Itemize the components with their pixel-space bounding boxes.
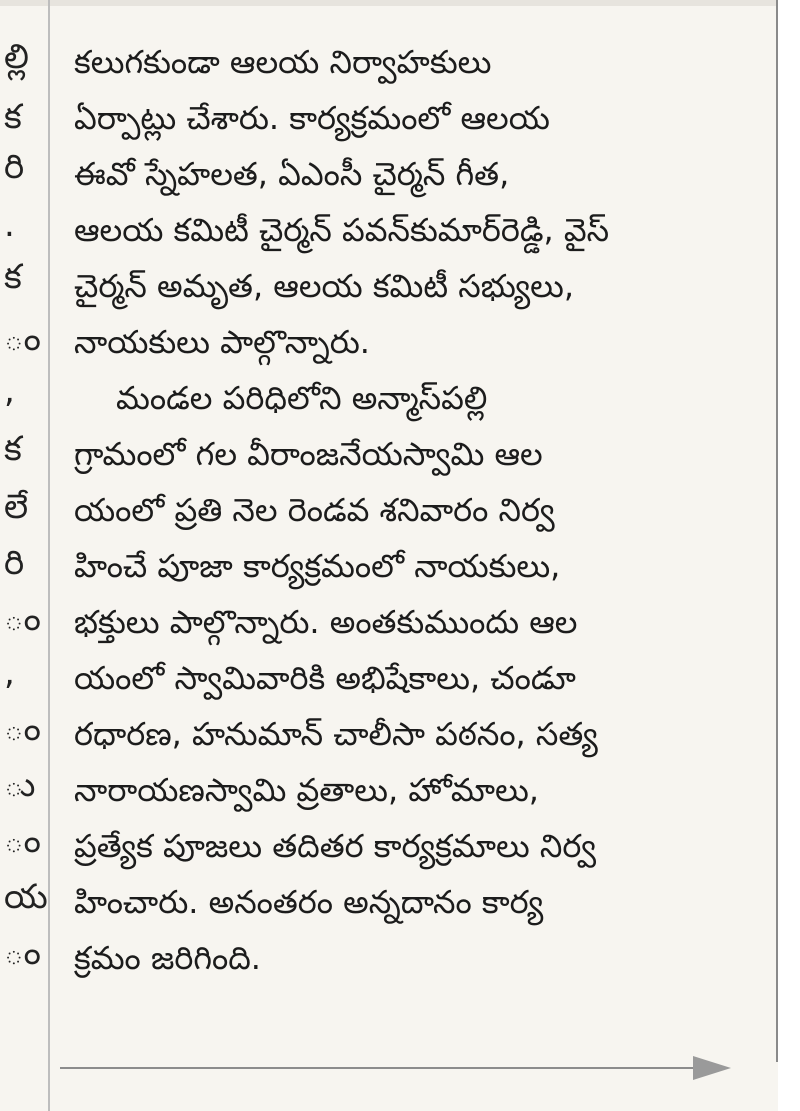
top-border	[0, 0, 776, 6]
left-fragment: ం	[4, 319, 41, 359]
article-line: యంలో ప్రతి నెల రెండవ శనివారం నిర్వ	[74, 491, 555, 529]
left-fragment: క	[4, 97, 22, 137]
left-fragment: ,	[4, 653, 15, 693]
left-fragment: ల్లి	[4, 37, 29, 77]
article-line: భక్తులు పాల్గొన్నారు. అంతకుముందు ఆల	[74, 603, 578, 641]
left-fragment: ం	[4, 933, 41, 973]
article-line: క్రమం జరిగింది.	[74, 939, 261, 977]
left-fragment: లే	[4, 487, 29, 527]
article-line: ప్రత్యేక పూజలు తదితర కార్యక్రమాలు నిర్వ	[74, 827, 597, 865]
article-line: నారాయణస్వామి వ్రతాలు, హోమాలు,	[74, 771, 539, 809]
article-line: హించారు. అనంతరం అన్నదానం కార్య	[74, 883, 544, 921]
left-fragment: ు	[4, 765, 36, 805]
left-fragment: ం	[4, 599, 41, 639]
left-fragment: క	[4, 257, 22, 297]
article-line: రధారణ, హనుమాన్ చాలీసా పఠనం, సత్య	[74, 715, 598, 753]
left-fragment: ం	[4, 821, 41, 861]
left-fragment: య	[4, 877, 48, 917]
article-line: యంలో స్వామివారికి అభిషేకాలు, చండూ	[74, 659, 576, 697]
left-fragment: రి	[4, 147, 25, 187]
article-line: చైర్మన్ అమృత, ఆలయ కమిటీ సభ్యులు,	[74, 267, 575, 305]
article-line: కలుగకుండా ఆలయ నిర్వాహకులు	[74, 43, 492, 81]
article-body	[74, 34, 742, 1049]
page-edge	[778, 0, 800, 1111]
article-line: ఆలయ కమిటీ చైర్మన్ పవన్‌కుమార్‌రెడ్డి, వైస్	[74, 211, 610, 249]
left-fragment: ం	[4, 709, 41, 749]
adjacent-column-fragment	[0, 37, 48, 1040]
column-divider	[48, 0, 50, 1111]
article-line: హించే పూజా కార్యక్రమంలో నాయకులు,	[74, 547, 561, 585]
continuation-rule	[60, 1067, 700, 1069]
article-line: గ్రామంలో గల వీరాంజనేయస్వామి ఆల	[74, 435, 543, 473]
left-fragment: ,	[4, 371, 15, 411]
left-fragment: రి	[4, 543, 25, 583]
left-fragment: .	[4, 205, 15, 245]
left-fragment: క	[4, 429, 22, 469]
article-line: నాయకులు పాల్గొన్నారు.	[74, 323, 370, 361]
article-line: ఏర్పాట్లు చేశారు. కార్యక్రమంలో ఆలయ	[74, 99, 550, 137]
continue-arrow-icon	[693, 1056, 731, 1080]
article-line: ఈవో స్నేహలత, ఏఎంసీ చైర్మన్ గీత,	[74, 155, 510, 193]
paragraph-start-line: మండల పరిధిలోని అన్మాస్‌పల్లి	[116, 379, 488, 417]
